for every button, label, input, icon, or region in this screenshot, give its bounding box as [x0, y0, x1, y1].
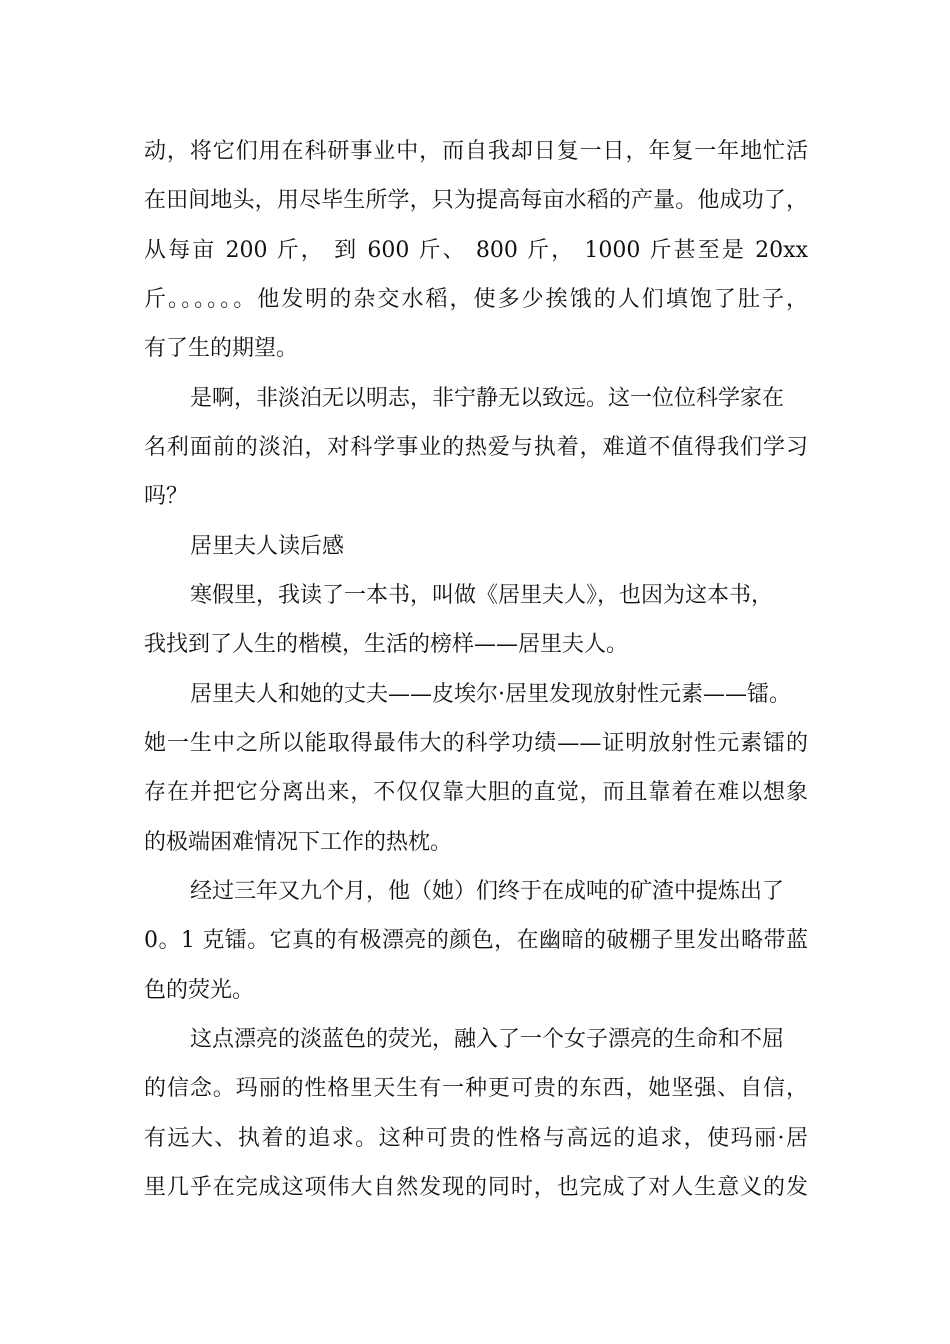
text-line: 从每亩 200 斤， 到 600 斤、 800 斤， 1000 斤甚至是 20xx [144, 238, 808, 263]
text-line: 她一生中之所以能取得最伟大的科学功绩——证明放射性元素镭的 [144, 731, 808, 756]
text-line: 里几乎在完成这项伟大自然发现的同时，也完成了对人生意义的发 [144, 1175, 808, 1200]
paragraph-start-line: 是啊，非淡泊无以明志，非宁静无以致远。这一位位科学家在 [190, 386, 785, 411]
section-title: 居里夫人读后感 [190, 534, 345, 559]
text-line: 色的荧光。 [144, 978, 255, 1003]
text-line: 动，将它们用在科研事业中，而自我却日复一日，年复一年地忙活 [144, 139, 808, 164]
text-line: 0。1 克镭。它真的有极漂亮的颜色，在幽暗的破棚子里发出略带蓝 [144, 928, 808, 953]
paragraph-start-line: 这点漂亮的淡蓝色的荧光，融入了一个女子漂亮的生命和不屈 [190, 1027, 785, 1052]
text-line: 斤。。。。。。他发明的杂交水稻，使多少挨饿的人们填饱了肚子， [144, 287, 808, 312]
text-line: 存在并把它分离出来，不仅仅靠大胆的直觉，而且靠着在难以想象 [144, 780, 808, 805]
paragraph-start-line: 寒假里，我读了一本书，叫做《居里夫人》，也因为这本书， [190, 583, 774, 608]
text-line: 在田间地头，用尽毕生所学，只为提高每亩水稻的产量。他成功了， [144, 188, 808, 213]
text-line: 有了生的期望。 [144, 336, 299, 361]
text-line: 的信念。玛丽的性格里天生有一种更可贵的东西，她坚强、自信， [144, 1076, 808, 1101]
text-line: 的极端困难情况下工作的热枕。 [144, 830, 453, 855]
text-line: 我找到了人生的楷模，生活的榜样——居里夫人。 [144, 632, 629, 657]
paragraph-start-line: 居里夫人和她的丈夫——皮埃尔·居里发现放射性元素——镭。 [190, 682, 791, 707]
text-line: 有远大、执着的追求。这种可贵的性格与高远的追求，使玛丽·居 [144, 1126, 808, 1151]
text-line: 名利面前的淡泊，对科学事业的热爱与执着，难道不值得我们学习 [144, 435, 808, 460]
paragraph-start-line: 经过三年又九个月，他（她）们终于在成吨的矿渣中提炼出了 [190, 879, 785, 904]
text-line: 吗？ [144, 484, 189, 509]
